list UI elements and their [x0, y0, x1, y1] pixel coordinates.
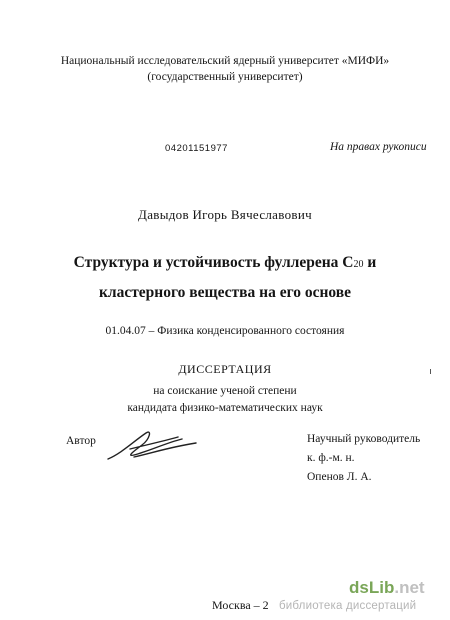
specialty: 01.04.07 – Физика конденсированного состояния: [105, 325, 345, 337]
title-subscript: 20: [353, 259, 364, 270]
thesis-title-line2: кластерного вещества на его основе: [98, 284, 352, 301]
title-text: Структура и устойчивость фуллерена С: [73, 254, 354, 271]
scan-mark: [430, 369, 431, 374]
supervisor-name: Опенов Л. А.: [307, 471, 372, 483]
degree-line2: кандидата физико-математических наук: [127, 402, 323, 414]
watermark-text: библиотека диссертаций: [279, 600, 417, 612]
supervisor-label: Научный руководитель: [307, 433, 421, 445]
degree-line1: на соискание ученой степени: [153, 385, 297, 397]
dissertation-heading: ДИССЕРТАЦИЯ: [178, 362, 272, 376]
document-code: 04201151977: [165, 143, 228, 154]
university-name: Национальный исследовательский ядерный университет «МИФИ»: [60, 55, 390, 67]
supervisor-degree: к. ф.-м. н.: [307, 452, 355, 464]
thesis-title-line1: [0, 254, 450, 272]
watermark-logo[interactable]: [349, 578, 425, 598]
university-status: (государственный университет): [147, 71, 303, 83]
author-label: Автор: [66, 435, 96, 447]
title-tail: и: [363, 254, 377, 271]
city-year: Москва – 2: [212, 598, 269, 612]
author-name: Давыдов Игорь Вячеславович: [138, 207, 312, 222]
watermark-logo-part1: dsLib: [349, 578, 395, 597]
signature-image: [104, 419, 204, 467]
watermark-logo-part2: .net: [394, 578, 425, 597]
manuscript-note: На правах рукописи: [330, 141, 427, 153]
